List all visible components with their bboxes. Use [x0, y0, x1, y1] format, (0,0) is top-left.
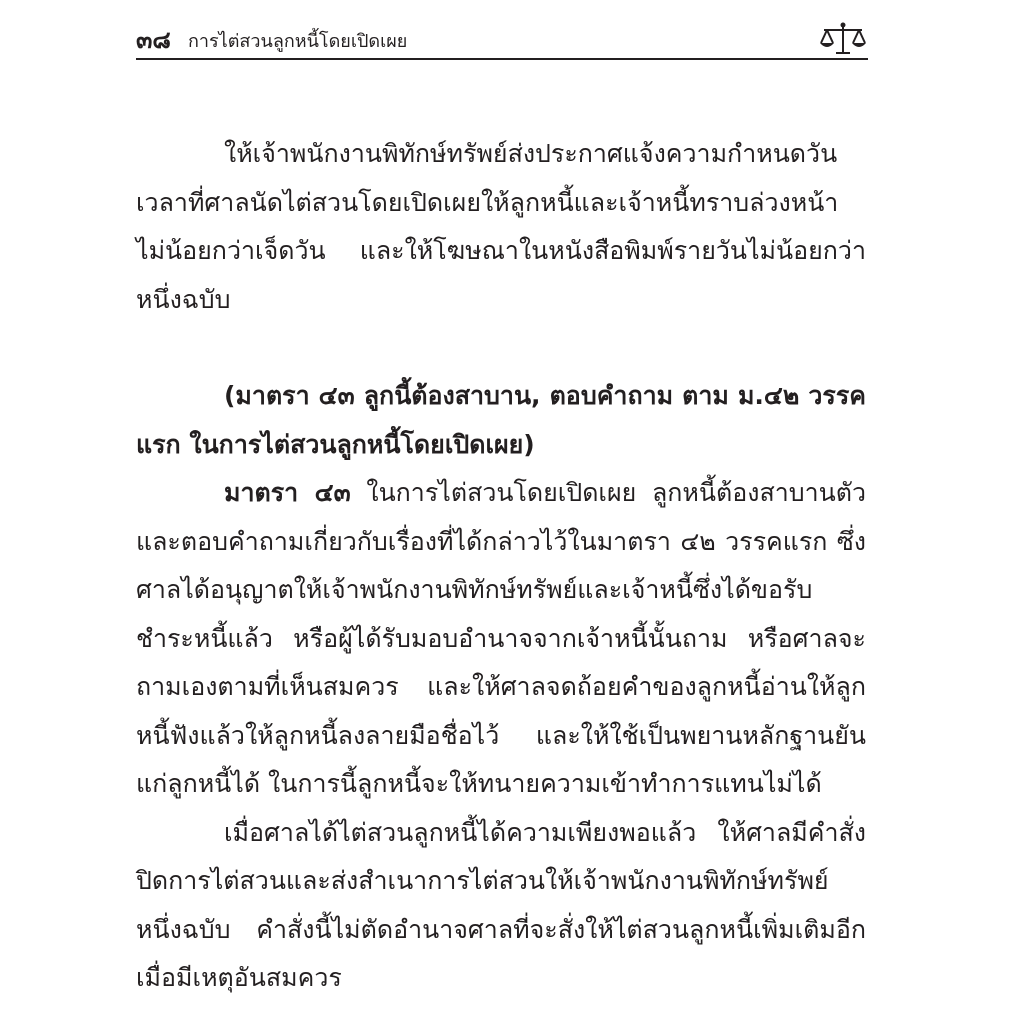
- page-body: [136, 130, 866, 1003]
- page-header: [136, 22, 868, 60]
- paragraph-closing: เมื่อศาลได้ไต่สวนลูกหนี้ได้ความเพียงพอแล้ว ให้ศาลมีคำสั่งปิดการไต่สวนและส่งสำเนาการไต่สวนให้เจ้าพนักงานพิทักษ์ทรัพย์หนึ่งฉบับ คำสั่งนี้ไม่ตัดอำนาจศาลที่จะสั่งให้ไต่สวนลูกหนี้เพิ่มเติมอีกเมื่อมีเหตุอันสมควร: [136, 817, 866, 992]
- page-number: ๓๘: [136, 25, 171, 54]
- section-heading: (มาตรา ๔๓ ลูกนี้ต้องสาบาน, ตอบคำถาม ตาม ม.๔๒ วรรคแรก ในการไต่สวนลูกหนี้โดยเปิดเผย): [136, 381, 866, 459]
- paragraph-notice: ให้เจ้าพนักงานพิทักษ์ทรัพย์ส่งประกาศแจ้งความกำหนดวันเวลาที่ศาลนัดไต่สวนโดยเปิดเผยให้ลูกหนี้และเจ้าหนี้ทราบล่วงหน้าไม่น้อยกว่าเจ็ดวัน และให้โฆษณาในหนังสือพิมพ์รายวันไม่น้อยกว่าหนึ่งฉบับ: [136, 139, 866, 314]
- running-title: การไต่สวนลูกหนี้โดยเปิดเผย: [188, 31, 408, 52]
- paragraph-section-43: [136, 469, 866, 809]
- scales-of-justice-icon: [818, 22, 868, 56]
- section-43-text: ในการไต่สวนโดยเปิดเผย ลูกหนี้ต้องสาบานตัวและตอบคำถามเกี่ยวกับเรื่องที่ได้กล่าวไว้ในมาตรา ๔๒ วรรคแรก ซึ่งศาลได้อนุญาตให้เจ้าพนักงานพิทักษ์ทรัพย์และเจ้าหนี้ซึ่งได้ขอรับชำระหนี้แล้ว หรือผู้ได้รับมอบอำนาจจากเจ้าหนี้นั้นถาม หรือศาลจะถามเองตามที่เห็นสมควร และให้ศาลจดถ้อยคำของลูกหนี้อ่านให้ลูกหนี้ฟังแล้วให้ลูกหนี้ลงลายมือชื่อไว้ และให้ใช้เป็นพยานหลักฐานยันแก่ลูกหนี้ได้ ในการนี้ลูกหนี้จะให้ทนายความเข้าทำการแทนไม่ได้: [136, 478, 867, 798]
- section-number-label: มาตรา ๔๓: [224, 478, 351, 507]
